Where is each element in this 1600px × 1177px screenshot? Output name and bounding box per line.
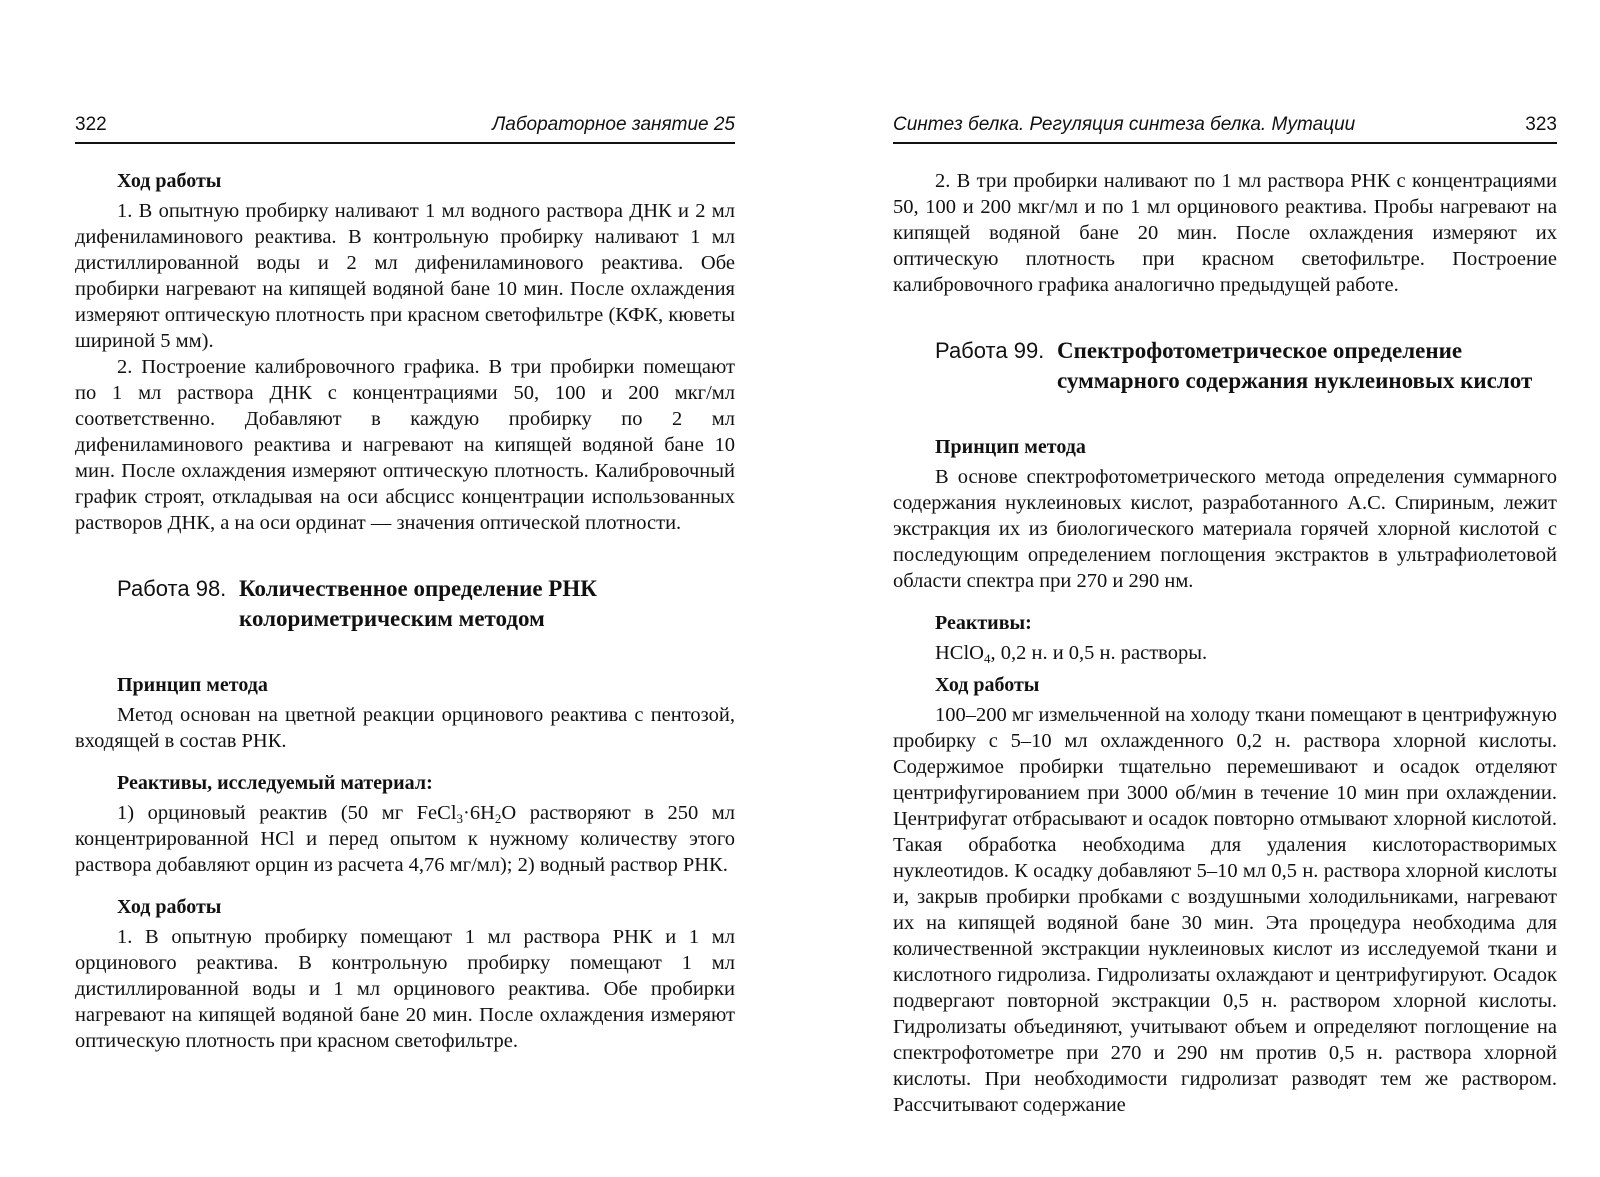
reagents-paragraph: HClO$_4$, 0,2 н. и 0,5 н. растворы.: [935, 642, 1208, 666]
running-head: [893, 108, 1557, 144]
work-number: Работа 98.: [117, 576, 227, 601]
reagents-heading: Реактивы, исследуемый материал:: [117, 772, 433, 794]
paragraph: 2. В три пробирки наливают по 1 мл раствора РНК с концентрациями 50, 100 и 200 мкг/мл и по 1 мл орцинового реактива. Пробы нагревают на кипящей водяной бане 20 мин. После охлаждения измеряют их оптическую плотность при красном светофильтре. Построение калибровочного графика аналогично предыдущей работе.: [893, 170, 1557, 296]
work-title-line: Количественное определение РНК: [239, 576, 597, 601]
work-title: [1057, 336, 1532, 396]
running-head: [75, 108, 735, 144]
paragraph: 2. Построение калибровочного графика. В три пробирки помещают по 1 мл раствора ДНК с концентрациями 50, 100 и 200 мкг/мл соответственно. Добавляют в каждую пробирку по 2 мл дифениламинового реактива и нагревают на кипящей водяной бане 10 мин. После охлаждения измеряют оптическую плотность. Калибровочный график строят, откладывая на оси абсцисс концентрации использованных растворов ДНК, а на оси ординат — значения оптической плотности.: [75, 356, 735, 534]
running-title: Синтез белка. Регуляция синтеза белка. Мутации: [893, 114, 1356, 135]
section-heading: Ход работы: [117, 170, 222, 192]
principle-heading: Принцип метода: [935, 436, 1086, 458]
right-page: [893, 0, 1557, 1177]
reagents-paragraph: 1) орциновый реактив (50 мг $FeCl_3\cdot 6H_2O$ растворяют в 250 мл концентрированной HCl и перед опытом к нужному количеству этого раствора добавляют орцин из расчета 4,76 мг/мл); 2) водный раствор РНК.: [75, 802, 735, 876]
work-title-line: суммарного содержания нуклеиновых кислот: [1057, 368, 1533, 393]
page-number: 323: [1525, 114, 1557, 135]
principle-heading: Принцип метода: [117, 674, 268, 696]
paragraph: В основе спектрофотометрического метода определения суммарного содержания нуклеиновых кислот, разработанного А.С. Спириным, лежит экстракция их из биологического материала горячей хлорной кислотой с последующим определением поглощения экстрактов в ультрафиолетовой области спектра при 270 и 290 нм.: [893, 466, 1557, 592]
section-heading: Ход работы: [117, 896, 222, 918]
paragraph: 1. В опытную пробирку наливают 1 мл водного раствора ДНК и 2 мл дифениламинового реактива. В контрольную пробирку наливают 1 мл дистиллированной воды и 2 мл дифениламинового реактива. Обе пробирки нагревают на кипящей водяной бане 10 мин. После охлаждения измеряют оптическую плотность при красном светофильтре (КФК, кюветы шириной 5 мм).: [75, 200, 735, 352]
page-body: [893, 168, 1557, 1118]
work-number: Работа 99.: [935, 338, 1045, 363]
paragraph: Метод основан на цветной реакции орцинового реактива с пентозой, входящей в состав РНК.: [75, 704, 735, 752]
paragraph: 1. В опытную пробирку помещают 1 мл раствора РНК и 1 мл орцинового реактива. В контрольную пробирку помещают 1 мл дистиллированной воды и 1 мл орцинового реактива. Обе пробирки нагревают на кипящей водяной бане 20 мин. После охлаждения измеряют оптическую плотность при красном светофильтре.: [75, 926, 735, 1052]
page-body: [75, 168, 735, 1054]
work-title-line: колориметрическим методом: [239, 606, 545, 631]
page-number: 322: [75, 114, 107, 135]
work-title: [239, 574, 597, 634]
reagents-heading: Реактивы:: [935, 612, 1032, 634]
section-heading: Ход работы: [935, 674, 1040, 696]
paragraph: 100–200 мг измельченной на холоду ткани помещают в центрифужную пробирку с 5–10 мл охлажденного 0,2 н. раствора хлорной кислоты. Содержимое пробирки тщательно перемешивают и осадок отделяют центрифугированием при 3000 об/мин в течение 10 мин при охлаждении. Центрифугат отбрасывают и осадок повторно отмывают хлорной кислотой. Такая обработка необходима для удаления кислоторастворимых нуклеотидов. К осадку добавляют 5–10 мл 0,5 н. раствора хлорной кислоты и, закрыв пробирки пробками с воздушными холодильниками, нагревают их на кипящей водяной бане 30 мин. Эта процедура необходима для количественной экстракции нуклеиновых кислот из исследуемой ткани и кислотного гидролиза. Гидролизаты охлаждают и центрифугируют. Осадок подвергают повторной экстракции 0,5 н. раствором хлорной кислоты. Гидролизаты объединяют, учитывают объем и определяют поглощение на спектрофотометре при 270 и 290 нм против 0,5 н. раствора хлорной кислоты. При необходимости гидролизат разводят тем же раствором. Рассчитывают содержание: [893, 704, 1557, 1116]
running-title: Лабораторное занятие 25: [492, 114, 735, 135]
work-heading: [117, 574, 735, 634]
left-page: [75, 0, 735, 1177]
work-heading: [935, 336, 1557, 396]
work-title-line: Спектрофотометрическое определение: [1057, 338, 1463, 363]
